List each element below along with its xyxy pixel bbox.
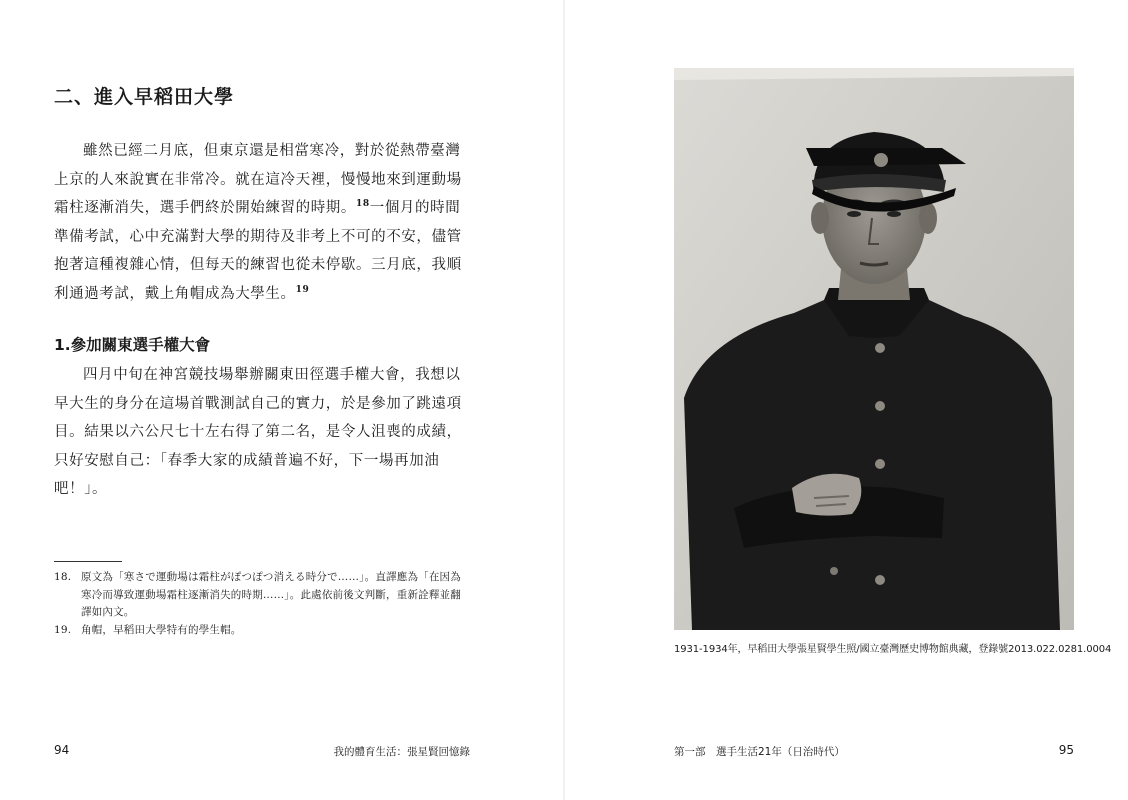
footnote-text: 角帽，早稻田大學特有的學生帽。 (81, 623, 242, 636)
page-number-left: 94 (54, 743, 70, 757)
paragraph-text: 四月中旬在神宮競技場舉辦關東田徑選手權大會，我想以早大生的身分在這場首戰測試自己的實力，於是參加了跳遠項目。結果以六公尺七十左右得了第二名，是令人沮喪的成績，只好安慰自己：「春季大家的成績普遍不好，下一場再加油吧！」。 (54, 367, 462, 497)
body-paragraph-1 (54, 137, 462, 308)
section-heading: 二、進入早稻田大學 (54, 86, 235, 108)
footnote-ref-18[interactable]: 18 (356, 199, 370, 209)
student-portrait-photo (674, 68, 1074, 630)
running-title-right: 第一部 選手生活21年（日治時代） (674, 746, 845, 758)
right-page (564, 0, 1128, 800)
footnote-number: 19. (54, 623, 72, 636)
running-title-left: 我的體育生活：張星賢回憶錄 (333, 746, 470, 758)
body-paragraph-2 (54, 361, 462, 504)
footnotes (54, 569, 464, 639)
paragraph-text: 一個月的時間準備考試，心中充滿對大學的期待及非考上不可的不安，儘管抱著這種複雜心情，但每天的練習也從未停歇。三月底，我順利通過考試，戴上角帽成為大學生。 (54, 200, 462, 302)
subsection-heading: 1.參加關東選手權大會 (54, 336, 211, 354)
page-number-right: 95 (1058, 743, 1074, 757)
photo-caption: 1931-1934年，早稻田大學張星賢學生照/國立臺灣歷史博物館典藏，登錄號2013.022.0281.0004 (674, 644, 1112, 655)
footnote-ref-19[interactable]: 19 (295, 284, 310, 295)
footnote-18 (54, 569, 464, 622)
footnote-divider (54, 561, 122, 562)
footnote-text: 原文為「寒さで運動場は霜柱がぽつぽつ消える時分で……」。直譯應為「在因為寒冷而導致運動場霜柱逐漸消失的時期……」。此處依前後文判斷，重新詮釋並翻譯如內文。 (81, 571, 461, 618)
footnote-19 (54, 622, 464, 640)
paragraph-text: 雖然已經二月底，但東京還是相當寒冷，對於從熱帶臺灣上京的人來說實在非常冷。就在這冷天裡，慢慢地來到運動場霜柱逐漸消失，選手們終於開始練習的時期。 (54, 143, 462, 216)
footnote-number: 18. (54, 571, 72, 583)
